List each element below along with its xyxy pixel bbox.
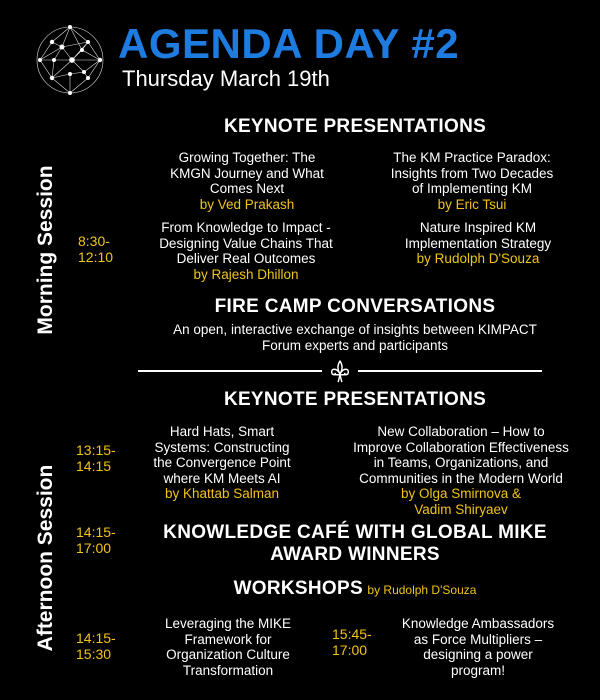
morning-session-label: Morning Session xyxy=(34,165,57,335)
speaker: by Olga Smirnova & xyxy=(400,486,522,501)
morning-talk-1: Growing Together: The KMGN Journey and What Comes Next by Ved Prakash xyxy=(150,150,344,212)
page-title: AGENDA DAY #2 xyxy=(118,20,460,67)
afternoon-keynote-heading: KEYNOTE PRESENTATIONS xyxy=(223,389,487,410)
morning-talk-4: Nature Inspired KM Implementation Strategy by Rudolph D'Souza xyxy=(380,220,576,267)
cafe-time: 14:15- 17:00 xyxy=(76,524,116,556)
afternoon-keynote-time: 13:15- 14:15 xyxy=(76,442,116,474)
workshop-2: Knowledge Ambassadors as Force Multipliers – designing a power program! xyxy=(401,616,555,678)
workshop-1: Leveraging the MIKE Framework for Organization Culture Transformation xyxy=(164,616,292,678)
afternoon-session-label: Afternoon Session xyxy=(34,464,57,652)
fire-camp-heading: FIRE CAMP CONVERSATIONS xyxy=(214,296,496,317)
morning-keynote-heading: KEYNOTE PRESENTATIONS xyxy=(223,116,487,137)
workshop-1-time: 14:15- 15:30 xyxy=(76,630,116,662)
workshops-speaker: by Rudolph D'Souza xyxy=(367,583,477,597)
network-globe-icon xyxy=(32,22,108,98)
speaker: by Rudolph D'Souza xyxy=(416,251,540,266)
workshop-2-time: 15:45- 17:00 xyxy=(332,626,372,658)
speaker: by Rajesh Dhillon xyxy=(193,266,299,282)
page-date: Thursday March 19th xyxy=(122,66,330,91)
workshops-heading: WORKSHOPS xyxy=(233,578,363,599)
workshops-heading-row xyxy=(120,578,590,600)
speaker: Vadim Shiryaev xyxy=(414,501,508,517)
afternoon-talk-2: New Collaboration – How to Improve Collaboration Effectiveness in Teams, Organizations, and Communities in the Modern World by Olga Smirnova & Vadim Shiryaev xyxy=(330,424,592,517)
fire-camp-description: An open, interactive exchange of insights between KIMPACT Forum experts and participants xyxy=(173,322,537,353)
morning-talk-2: The KM Practice Paradox: Insights from Two Decades of Implementing KM by Eric Tsui xyxy=(370,150,574,212)
fleur-de-lis-icon xyxy=(329,360,351,384)
speaker: by Eric Tsui xyxy=(437,196,507,212)
divider-line-left xyxy=(138,370,322,372)
speaker: by Khattab Salman xyxy=(164,486,280,501)
morning-time: 8:30- 12:10 xyxy=(78,233,114,265)
divider-line-right xyxy=(358,370,542,372)
knowledge-cafe-heading: KNOWLEDGE CAFÉ WITH GLOBAL MIKE AWARD WINNERS xyxy=(163,522,547,565)
afternoon-talk-1: Hard Hats, Smart Systems: Constructing the Convergence Point where KM Meets AI by Khattab Salman xyxy=(128,424,316,502)
speaker: by Ved Prakash xyxy=(199,196,295,212)
morning-talk-3: From Knowledge to Impact - Designing Value Chains That Deliver Real Outcomes by Rajesh Dhillon xyxy=(132,220,360,282)
